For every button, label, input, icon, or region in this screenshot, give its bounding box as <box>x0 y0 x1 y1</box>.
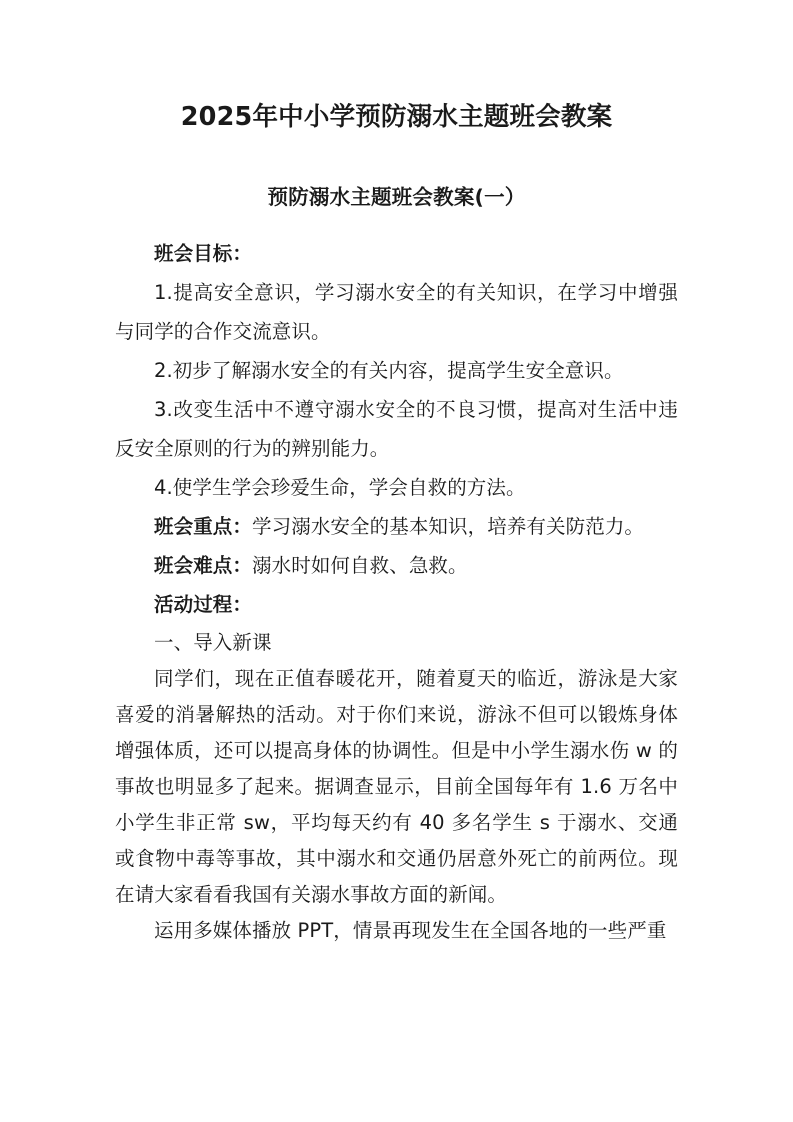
key-point-text: 学习溺水安全的基本知识，培养有关防范力。 <box>252 515 645 539</box>
difficulty-text: 溺水时如何自救、急救。 <box>252 554 468 578</box>
objective-item-1: 1.提高安全意识，学习溺水安全的有关知识，在学习中增强与同学的合作交流意识。 <box>115 281 678 344</box>
process-heading: 活动过程： <box>154 593 253 617</box>
objective-item-2: 2.初步了解溺水安全的有关内容，提高学生安全意识。 <box>154 359 624 383</box>
process-paragraph-2: 运用多媒体播放 PPT，情景再现发生在全国各地的一些严重 <box>154 919 667 943</box>
difficulty-line <box>115 546 678 585</box>
objective-item-3: 3.改变生活中不遵守溺水安全的不良习惯，提高对生活中违反安全原则的行为的辨别能力。 <box>115 398 678 461</box>
process-step-one: 一、导入新课 <box>154 631 272 655</box>
key-point-line <box>115 507 678 546</box>
key-point-label: 班会重点： <box>154 515 253 539</box>
objective-item-4: 4.使学生学会珍爱生命，学会自救的方法。 <box>154 476 526 500</box>
objectives-heading: 班会目标： <box>154 242 253 266</box>
process-paragraph-1: 同学们，现在正值春暖花开，随着夏天的临近，游泳是大家喜爱的消暑解热的活动。对于你们来说，游泳不但可以锻炼身体增强体质，还可以提高身体的协调性。但是中小学生溺水伤 w 的事故也明显多了起来。据调查显示，目前全国每年有 1.6 万名中小学生非正常 sw，平均每天约有 40 多名学生 s 于溺水、交通或食物中毒等事故，其中溺水和交通仍居意外死亡的前两位。现在请大家看看我国有关溺水事故方面的新闻。 <box>115 667 678 907</box>
page-title: 2025年中小学预防溺水主题班会教案 <box>180 102 613 132</box>
document-body <box>115 212 678 949</box>
process-content <box>115 624 678 949</box>
difficulty-label: 班会难点： <box>154 554 253 578</box>
document-subtitle: 预防溺水主题班会教案(一） <box>267 185 526 210</box>
